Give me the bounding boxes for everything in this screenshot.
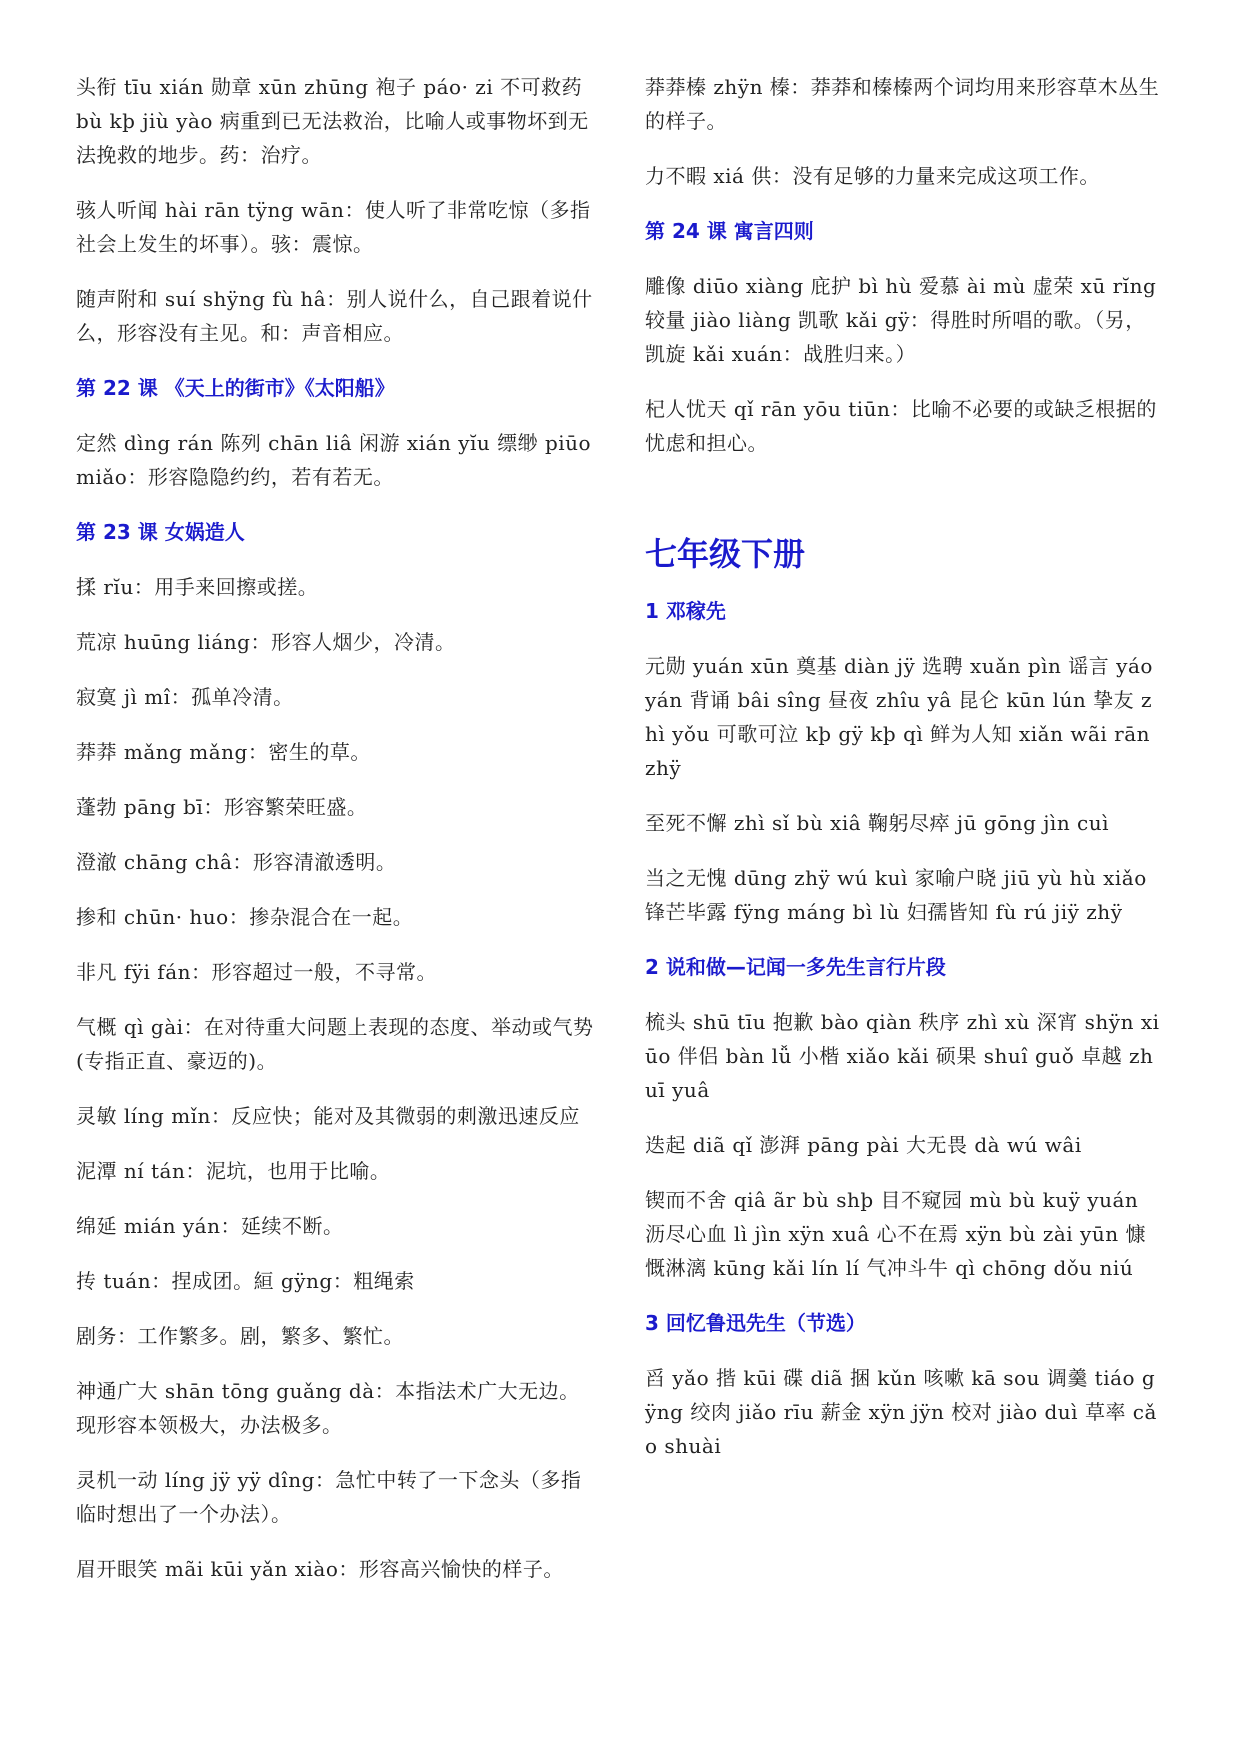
vocab-entry: 力不暇 xiá 供：没有足够的力量来完成这项工作。 [645,164,1100,188]
vocab-entry: 气概 qì gài：在对待重大问题上表现的态度、举动或气势(专指正直、豪迈的)。 [76,1015,594,1073]
vocab-entry: 梳头 shū tīu 抱歉 bào qiàn 秩序 zhì xù 深宵 shÿn xiūo 伴侣 bàn lǚ 小楷 xiǎo kǎi 硕果 shuî guǒ 卓越 zhuī yuâ [645,1010,1160,1102]
vocab-entry: 蓬勃 pāng bī：形容繁荣旺盛。 [76,795,368,819]
left-column [76,70,596,1607]
vocab-entry: 剧务：工作繁多。剧，繁多、繁忙。 [76,1324,404,1348]
vocab-entry: 掺和 chūn· huo：掺杂混合在一起。 [76,905,414,929]
right-column [645,70,1165,1484]
vocab-entry: 揉 rĭu：用手来回擦或搓。 [76,575,319,599]
vocab-entry: 杞人忧天 qǐ rān yōu tiūn：比喻不必要的或缺乏根据的忧虑和担心。 [645,397,1157,455]
vocab-entry: 莽莽榛 zhÿn 榛：莽莽和榛榛两个词均用来形容草木丛生的样子。 [645,75,1160,133]
vocab-entry: 舀 yǎo 揩 kūi 碟 diã 捆 kǔn 咳嗽 kā sou 调羹 tiáo gÿng 绞肉 jiǎo rīu 薪金 xÿn jÿn 校对 jiào duì 草率 cǎo shuài [645,1366,1157,1458]
vocab-entry: 神通广大 shān tōng guǎng dà：本指法术广大无边。现形容本领极大，办法极多。 [76,1379,580,1437]
vocab-entry: 头衔 tīu xián 勋章 xūn zhūng 袍子 páo· zi 不可救药 bù kþ jiù yào 病重到已无法救治，比喻人或事物坏到无法挽救的地步。药：治疗。 [76,75,589,167]
lesson-heading: 2 说和做—记闻一多先生言行片段 [645,955,946,979]
vocab-entry: 雕像 diūo xiàng 庇护 bì hù 爱慕 ài mù 虚荣 xū rĭng 较量 jiào liàng 凯歌 kǎi gÿ：得胜时所唱的歌。（另，凯旋 kǎi xuán：战胜归来。） [645,274,1157,366]
lesson-heading: 3 回忆鲁迅先生（节选） [645,1311,866,1335]
vocab-entry: 莽莽 mǎng mǎng：密生的草。 [76,740,371,764]
lesson-heading: 第 24 课 寓言四则 [645,219,814,243]
vocab-entry: 灵敏 líng mǐn：反应快；能对及其微弱的刺激迅速反应 [76,1104,580,1128]
vocab-entry: 迭起 diã qǐ 澎湃 pāng pài 大无畏 dà wú wâi [645,1133,1082,1157]
vocab-entry: 抟 tuán：捏成团。絙 gÿng：粗绳索 [76,1269,415,1293]
lesson-heading: 1 邓稼先 [645,599,726,623]
vocab-entry: 骇人听闻 hài rān tÿng wān：使人听了非常吃惊（多指社会上发生的坏事）。骇：震惊。 [76,198,591,256]
vocab-entry: 泥潭 ní tán：泥坑，也用于比喻。 [76,1159,391,1183]
lesson-heading: 第 22 课 《天上的街市》《太阳船》 [76,376,395,400]
vocab-entry: 眉开眼笑 mãi kūi yǎn xiào：形容高兴愉快的样子。 [76,1557,564,1581]
vocab-entry: 荒凉 huūng liáng：形容人烟少，冷清。 [76,630,456,654]
vocab-entry: 澄澈 chāng châ：形容清澈透明。 [76,850,397,874]
vocab-entry: 绵延 mián yán：延续不断。 [76,1214,344,1238]
vocab-entry: 随声附和 suí shÿng fù hâ：别人说什么，自己跟着说什么，形容没有主见。和：声音相应。 [76,287,593,345]
vocab-entry: 元勋 yuán xūn 奠基 diàn jÿ 选聘 xuǎn pìn 谣言 yáo yán 背诵 bâi sîng 昼夜 zhîu yâ 昆仑 kūn lún 挚友 zhì yǒu 可歌可泣 kþ gÿ kþ qì 鲜为人知 xiǎn wãi rān zhÿ [645,654,1153,780]
vocab-entry: 非凡 fÿi fán：形容超过一般，不寻常。 [76,960,438,984]
vocab-entry: 灵机一动 líng jÿ yÿ dîng：急忙中转了一下念头（多指临时想出了一个办法）。 [76,1468,582,1526]
vocab-entry: 至死不懈 zhì sǐ bù xiâ 鞠躬尽瘁 jū gōng jìn cuì [645,811,1110,835]
vocab-entry: 锲而不舍 qiâ ãr bù shþ 目不窥园 mù bù kuÿ yuán 沥尽心血 lì jìn xÿn xuâ 心不在焉 xÿn bù zài yūn 慷慨淋漓 kūng kǎi lín lí 气冲斗牛 qì chōng dǒu niú [645,1188,1146,1280]
volume-heading: 七年级下册 [645,535,806,573]
vocab-entry: 定然 dìng rán 陈列 chān liâ 闲游 xián yĭu 缥缈 piūo miǎo：形容隐隐约约，若有若无。 [76,431,592,489]
vocab-entry: 当之无愧 dūng zhÿ wú kuì 家喻户晓 jiū yù hù xiǎo 锋芒毕露 fÿng máng bì lù 妇孺皆知 fù rú jiÿ zhÿ [645,866,1147,924]
lesson-heading: 第 23 课 女娲造人 [76,520,245,544]
vocab-entry: 寂寞 jì mî：孤单冷清。 [76,685,294,709]
